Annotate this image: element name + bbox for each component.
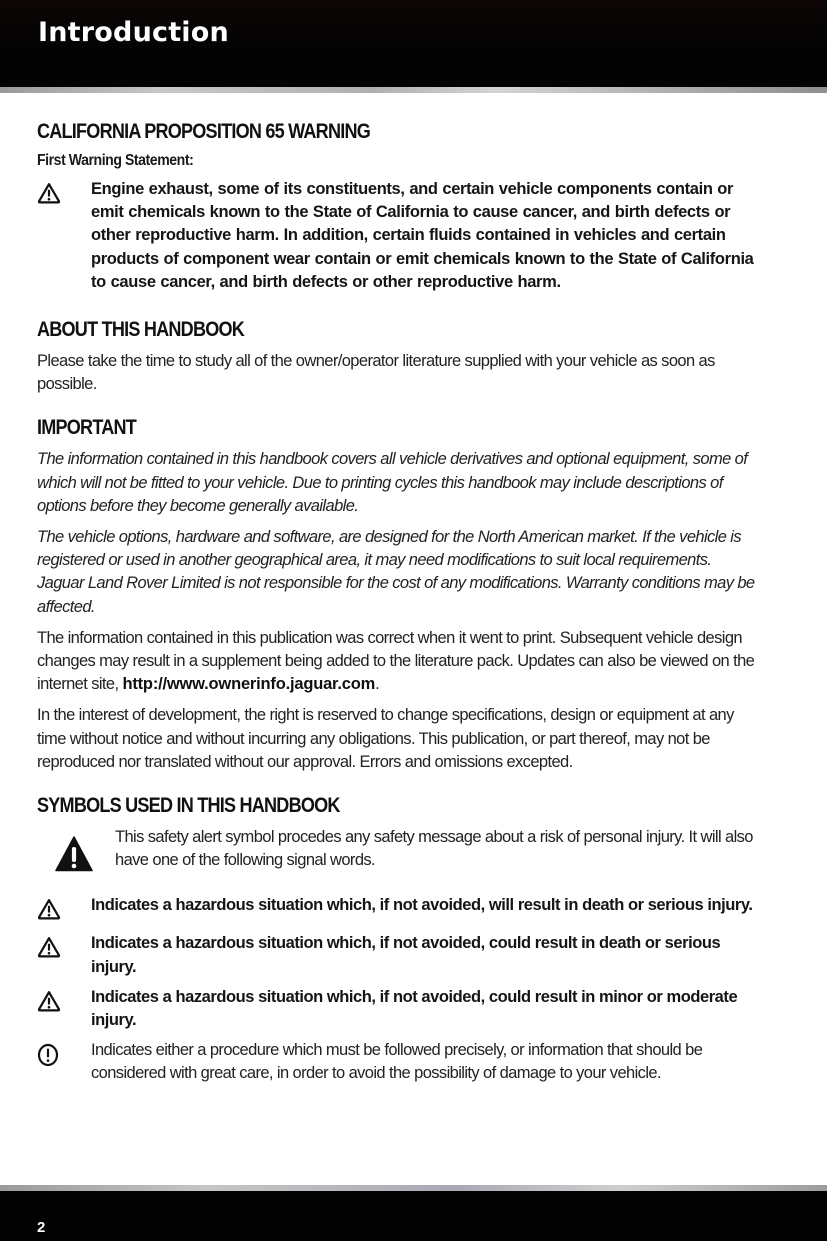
caution-circle-exclamation-icon	[37, 1039, 91, 1072]
signal-caution-text: Indicates a hazardous situation which, if not avoided, could result in minor or moderate injury.	[91, 987, 738, 1030]
symbols-section	[37, 794, 759, 1086]
signal-notice-text: Indicates either a procedure which must be followed precisely, or information that should be considered with great care, in order to avoid the possibility of damage to your vehicle.	[91, 1041, 703, 1083]
important-italic-paragraph: The information contained in this handbook covers all vehicle derivatives and optional equipment, some of which will not be fitted to your vehicle. Due to printing cycles this handbook may include descriptions of options before they become generally available.	[37, 450, 748, 515]
signal-danger-row	[37, 894, 759, 925]
symbols-heading: SYMBOLS USED IN THIS HANDBOOK	[37, 794, 340, 818]
about-text: Please take the time to study all of the owner/operator literature supplied with your vehicle as soon as possible.	[37, 352, 715, 394]
about-section	[37, 318, 759, 396]
important-italic-paragraph: The vehicle options, hardware and software, are designed for the North American market. If the vehicle is registered or used in another geographical area, it may need modifications to suit local requirements. Jaguar Land Rover Limited is not responsible for the cost of any modifications. Warranty conditions may be affected.	[37, 528, 755, 616]
about-heading: ABOUT THIS HANDBOOK	[37, 318, 245, 342]
prop65-warning-text: Engine exhaust, some of its constituents, and certain vehicle components contain or emit chemicals known to the State of California to cause cancer, and birth defects or other reproductive harm. In addition, certain fluids contained in vehicles and certain products of component wear contain or emit chemicals known to the State of California to cause cancer, and birth defects or other reproductive harm.	[91, 180, 754, 291]
warning-triangle-outline-icon	[37, 178, 91, 209]
important-heading: IMPORTANT	[37, 416, 137, 440]
signal-notice-row	[37, 1039, 759, 1085]
prop65-subheading: First Warning Statement:	[37, 152, 194, 169]
warning-triangle-outline-icon	[37, 986, 91, 1017]
publication-paragraph	[37, 627, 759, 697]
safety-alert-filled-triangle-icon	[33, 826, 115, 872]
signal-warning-text: Indicates a hazardous situation which, if not avoided, could result in death or serious injury.	[91, 934, 721, 976]
warning-triangle-outline-icon	[37, 894, 91, 925]
signal-caution-row	[37, 986, 759, 1032]
page-footer-band	[0, 1191, 827, 1241]
prop65-section	[37, 120, 759, 294]
signal-warning-row	[37, 932, 759, 978]
publication-text-end: .	[375, 675, 380, 694]
signal-danger-text: Indicates a hazardous situation which, if not avoided, will result in death or serious injury.	[91, 896, 753, 915]
ownerinfo-url-link[interactable]: http://www.ownerinfo.jaguar.com	[122, 675, 376, 694]
chapter-title: Introduction	[38, 17, 229, 48]
development-paragraph: In the interest of development, the right is reserved to change specifications, design or equipment at any time without notice and without incurring any obligations. This publication, or part thereof, may not be reproduced nor translated without our approval. Errors and omissions excepted.	[37, 706, 734, 771]
important-section	[37, 416, 759, 774]
page-number: 2	[37, 1219, 46, 1236]
publication-text: The information contained in this publication was correct when it went to print. Subsequent vehicle design changes may result in a supplement being added to the literature pack. Updates can also be viewed on the internet site,	[37, 628, 755, 694]
safety-alert-row	[37, 826, 759, 872]
prop65-heading: CALIFORNIA PROPOSITION 65 WARNING	[37, 120, 371, 143]
warning-triangle-outline-icon	[37, 932, 91, 963]
prop65-warning	[37, 178, 759, 294]
chapter-header-band	[0, 0, 827, 88]
safety-alert-text: This safety alert symbol procedes any safety message about a risk of personal injury. It will also have one of the following signal words.	[115, 828, 753, 870]
page-content	[37, 120, 759, 1086]
